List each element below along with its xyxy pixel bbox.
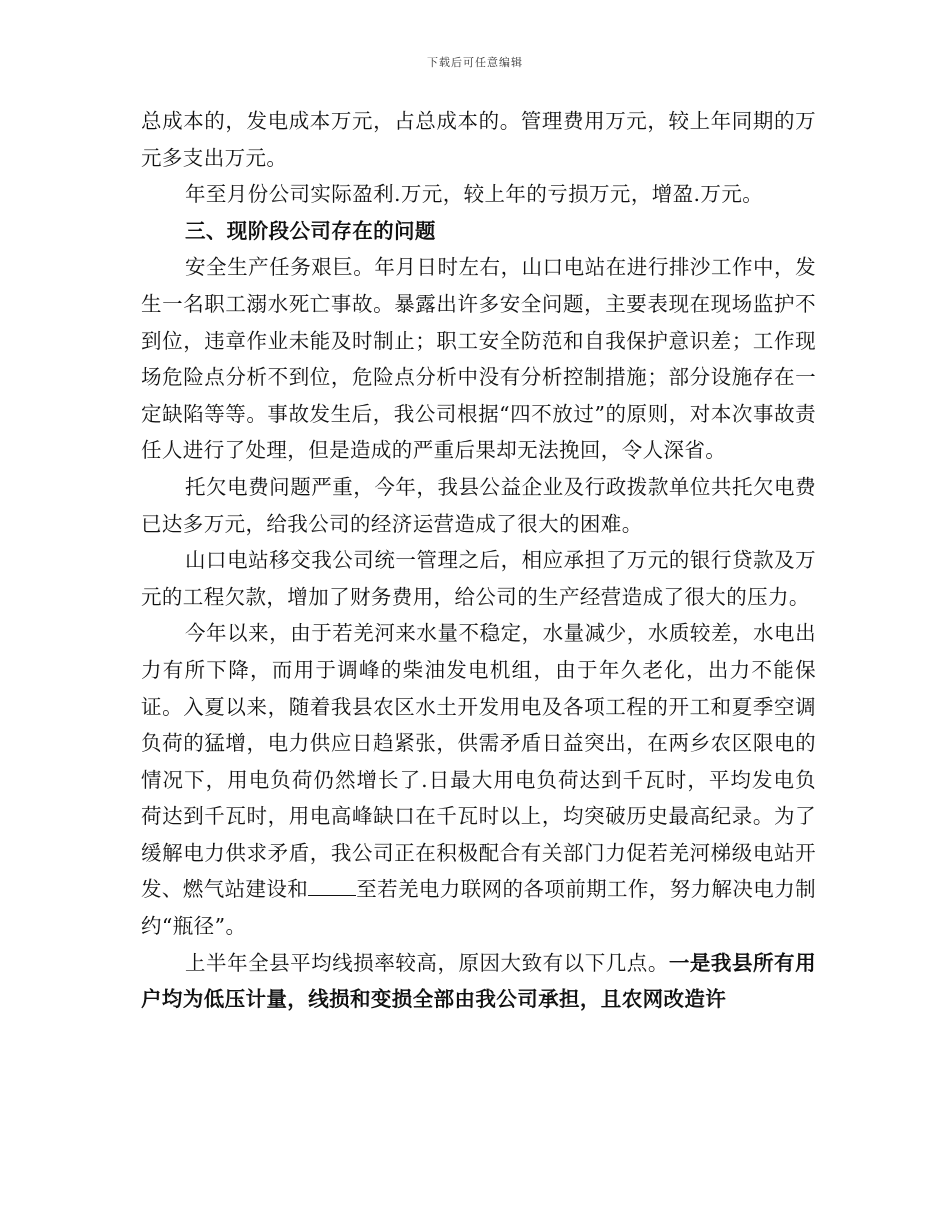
document-body bbox=[141, 103, 816, 1018]
paragraph-safety: 安全生产任务艰巨。年月日时左右，山口电站在进行排沙工作中，发生一名职工溺水死亡事故。暴露出许多安全问题，主要表现在现场监护不到位，违章作业未能及时制止；职工安全防范和自我保护意识差；工作现场危险点分析不到位，危险点分析中没有分析控制措施；部分设施存在一定缺陷等等。事故发生后，我公司根据“四不放过”的原则，对本次事故责任人进行了处理，但是造成的严重后果却无法挽回，令人深省。 bbox=[141, 255, 816, 463]
paragraph-shankou-station: 山口电站移交我公司统一管理之后，相应承担了万元的银行贷款及万元的工程欠款，增加了财务费用，给公司的生产经营造成了很大的压力。 bbox=[141, 548, 816, 609]
blank-underline bbox=[308, 877, 356, 896]
paragraph-power-supply bbox=[141, 615, 816, 944]
paragraph-line-loss bbox=[141, 945, 816, 1018]
paragraph-cost-summary: 总成本的，发电成本万元，占总成本的。管理费用万元，较上年同期的万元多支出万元。 bbox=[141, 109, 816, 170]
paragraph-profit: 年至月份公司实际盈利.万元，较上年的亏损万元，增盈.万元。 bbox=[185, 182, 764, 207]
paragraph-line-loss-normal: 上半年全县平均线损率较高，原因大致有以下几点。 bbox=[185, 950, 669, 975]
paragraph-arrears: 托欠电费问题严重，今年，我县公益企业及行政拨款单位共托欠电费已达多万元，给我公司的经济运营造成了很大的困难。 bbox=[141, 474, 816, 536]
page-header: 下载后可任意编辑 bbox=[427, 56, 523, 69]
paragraph-power-supply-part2: 至若羌电力联网的各项前期工作，努力解决电力制约“瓶径”。 bbox=[141, 877, 817, 939]
paragraph-line-loss-bold: 一是我县所有用户均为低压计量，线损和变损全部由我公司承担，且农网改造许 bbox=[141, 950, 816, 1012]
paragraph-power-supply-part1: 今年以来，由于若羌河来水量不稳定，水量减少，水质较差，水电出力有所下降，而用于调峰的柴油发电机组，由于年久老化，出力不能保证。入夏以来，随着我县农区水土开发用电及各项工程的开工和夏季空调负荷的猛增，电力供应日趋紧张，供需矛盾日益突出，在两乡农区限电的情况下，用电负荷仍然增长了.日最大用电负荷达到千瓦时，平均发电负荷达到千瓦时，用电高峰缺口在千瓦时以上，均突破历史最高纪录。为了缓解电力供求矛盾，我公司正在积极配合有关部门力促若羌河梯级电站开发、燃气站建设和 bbox=[141, 621, 816, 902]
section-heading-problems: 三、现阶段公司存在的问题 bbox=[185, 218, 436, 243]
